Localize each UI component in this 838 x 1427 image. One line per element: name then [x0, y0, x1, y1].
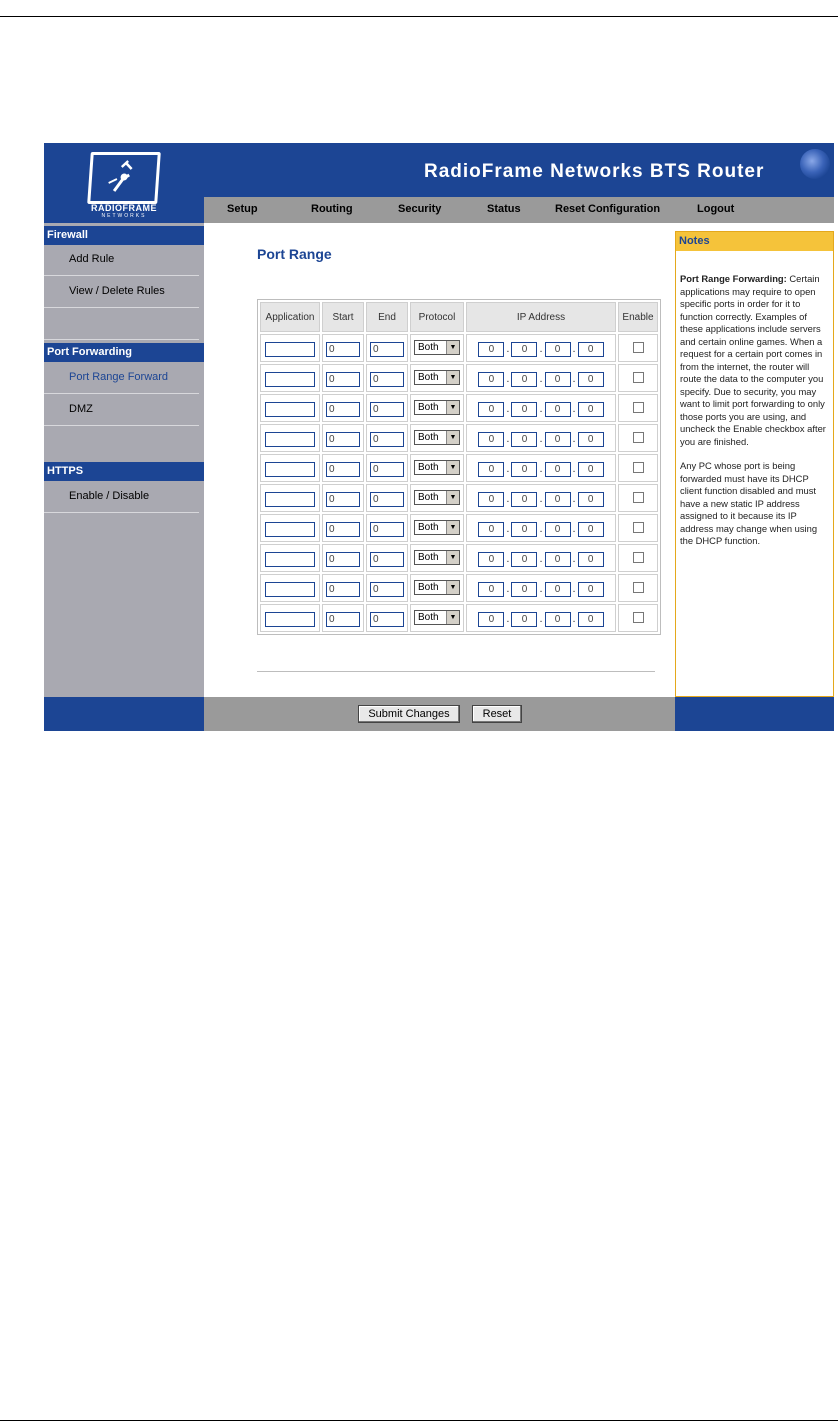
chevron-down-icon: ▼: [446, 371, 459, 384]
column-header-enable: Enable: [618, 302, 658, 332]
chevron-down-icon: ▼: [446, 341, 459, 354]
nav-security[interactable]: Security: [398, 203, 442, 215]
cell-application: [260, 424, 320, 452]
cell-protocol: [410, 574, 464, 602]
ip-octet-3-input[interactable]: [545, 402, 571, 417]
cell-start: [322, 604, 364, 632]
ip-octet-2-input[interactable]: [511, 462, 537, 477]
sidebar-spacer: [44, 309, 199, 340]
cell-ip-address: [466, 454, 616, 482]
ip-octet-3-input[interactable]: [545, 552, 571, 567]
ip-octet-2-input[interactable]: [511, 372, 537, 387]
ip-separator: .: [539, 613, 543, 625]
ip-octet-1-input[interactable]: [478, 492, 504, 507]
cell-end: [366, 544, 408, 572]
cell-start: [322, 364, 364, 392]
cell-ip-address: [466, 484, 616, 512]
ip-octet-3-input[interactable]: [545, 462, 571, 477]
ip-separator: .: [506, 613, 510, 625]
header-banner: [204, 143, 834, 197]
cell-start: [322, 514, 364, 542]
protocol-select[interactable]: [414, 520, 460, 535]
column-header-start: Start: [322, 302, 364, 332]
ip-octet-2-input[interactable]: [511, 522, 537, 537]
footer-left: [44, 697, 204, 731]
cell-application: [260, 574, 320, 602]
column-header-protocol: Protocol: [410, 302, 464, 332]
cell-end: [366, 364, 408, 392]
ip-octet-1-input[interactable]: [478, 552, 504, 567]
ip-octet-2-input[interactable]: [511, 492, 537, 507]
protocol-select[interactable]: [414, 340, 460, 355]
start-port-input[interactable]: [326, 342, 360, 357]
start-port-input[interactable]: [326, 372, 360, 387]
cell-ip-address: [466, 334, 616, 362]
ip-separator: .: [506, 373, 510, 385]
start-port-input[interactable]: [326, 462, 360, 477]
cell-start: [322, 394, 364, 422]
cell-end: [366, 454, 408, 482]
enable-checkbox[interactable]: [633, 402, 644, 413]
globe-icon: [800, 149, 830, 179]
ip-separator: .: [506, 583, 510, 595]
application-input[interactable]: [265, 552, 315, 567]
cell-ip-address: [466, 544, 616, 572]
application-input[interactable]: [265, 432, 315, 447]
end-port-input[interactable]: [370, 492, 404, 507]
ip-octet-2-input[interactable]: [511, 612, 537, 627]
cell-start: [322, 574, 364, 602]
footer-right: [675, 697, 834, 731]
enable-checkbox[interactable]: [633, 462, 644, 473]
sidebar-item-view-delete-rules[interactable]: [44, 277, 199, 308]
nav-routing[interactable]: Routing: [311, 203, 353, 215]
start-port-input[interactable]: [326, 612, 360, 627]
ip-octet-3-input[interactable]: [545, 342, 571, 357]
ip-octet-1-input[interactable]: [478, 612, 504, 627]
protocol-select[interactable]: [414, 400, 460, 415]
content-divider: [257, 671, 655, 672]
cell-enable: [618, 334, 658, 362]
ip-octet-4-input[interactable]: [578, 402, 604, 417]
notes-body: [680, 273, 832, 560]
ip-octet-4-input[interactable]: [578, 372, 604, 387]
table-row: [260, 544, 658, 572]
ip-separator: .: [572, 433, 576, 445]
chevron-down-icon: ▼: [446, 581, 459, 594]
ip-separator: .: [539, 373, 543, 385]
end-port-input[interactable]: [370, 402, 404, 417]
protocol-value: Both: [418, 552, 439, 564]
sidebar-section-title: Firewall: [47, 229, 88, 241]
ip-separator: .: [539, 463, 543, 475]
ip-separator: .: [506, 553, 510, 565]
cell-application: [260, 334, 320, 362]
start-port-input[interactable]: [326, 582, 360, 597]
table-row: [260, 394, 658, 422]
cell-enable: [618, 514, 658, 542]
cell-end: [366, 334, 408, 362]
cell-end: [366, 604, 408, 632]
ip-octet-2-input[interactable]: [511, 402, 537, 417]
ip-octet-4-input[interactable]: [578, 492, 604, 507]
radioframe-logo-icon: [87, 152, 161, 204]
start-port-input[interactable]: [326, 492, 360, 507]
ip-octet-4-input[interactable]: [578, 342, 604, 357]
sidebar-item-label: View / Delete Rules: [69, 285, 165, 297]
cell-enable: [618, 484, 658, 512]
ip-octet-4-input[interactable]: [578, 582, 604, 597]
enable-checkbox[interactable]: [633, 582, 644, 593]
cell-enable: [618, 394, 658, 422]
ip-separator: .: [506, 433, 510, 445]
ip-octet-4-input[interactable]: [578, 462, 604, 477]
nav-setup[interactable]: Setup: [227, 203, 258, 215]
cell-protocol: [410, 364, 464, 392]
cell-end: [366, 484, 408, 512]
application-input[interactable]: [265, 462, 315, 477]
cell-protocol: [410, 454, 464, 482]
cell-ip-address: [466, 574, 616, 602]
cell-end: [366, 574, 408, 602]
ip-octet-4-input[interactable]: [578, 552, 604, 567]
table-row: [260, 484, 658, 512]
start-port-input[interactable]: [326, 432, 360, 447]
sidebar-item-dmz[interactable]: [44, 395, 199, 426]
ip-separator: .: [506, 343, 510, 355]
ip-separator: .: [539, 493, 543, 505]
chevron-down-icon: ▼: [446, 521, 459, 534]
application-input[interactable]: [265, 342, 315, 357]
ip-separator: .: [539, 433, 543, 445]
chevron-down-icon: ▼: [446, 461, 459, 474]
enable-checkbox[interactable]: [633, 432, 644, 443]
ip-separator: .: [539, 523, 543, 535]
notes-term: Port Range Forwarding:: [680, 273, 787, 284]
ip-separator: .: [572, 373, 576, 385]
sidebar: [44, 223, 204, 697]
ip-octet-1-input[interactable]: [478, 462, 504, 477]
notes-title: Notes: [679, 235, 710, 247]
cell-enable: [618, 604, 658, 632]
end-port-input[interactable]: [370, 372, 404, 387]
enable-checkbox[interactable]: [633, 372, 644, 383]
page-title: Port Range: [257, 246, 332, 262]
sidebar-section-title: Port Forwarding: [47, 346, 132, 358]
cell-protocol: [410, 334, 464, 362]
enable-checkbox[interactable]: [633, 492, 644, 503]
ip-octet-1-input[interactable]: [478, 372, 504, 387]
cell-application: [260, 484, 320, 512]
cell-ip-address: [466, 604, 616, 632]
protocol-value: Both: [418, 402, 439, 414]
chevron-down-icon: ▼: [446, 611, 459, 624]
end-port-input[interactable]: [370, 432, 404, 447]
column-header-ip-address: IP Address: [466, 302, 616, 332]
start-port-input[interactable]: [326, 522, 360, 537]
notes-text: Certain applications may require to open specific ports in order for it to function correctly. Examples of these applications include servers and certain online games. When a request for a certain port comes in from the internet, the router will route the data to the computer you specify. Due to security, you may want to limit port forwarding to only those ports you are using, and uncheck the Enable checkbox after you are finished.: [680, 273, 826, 447]
cell-enable: [618, 544, 658, 572]
table-row: [260, 364, 658, 392]
submit-changes-button[interactable]: Submit Changes: [358, 705, 460, 723]
notes-paragraph-2: Any PC whose port is being forwarded must have its DHCP client function disabled and must have a new static IP address assigned to it because its IP address may change when using the DHCP function.: [680, 460, 818, 546]
cell-start: [322, 544, 364, 572]
sidebar-section-firewall: [44, 226, 204, 245]
ip-octet-3-input[interactable]: [545, 582, 571, 597]
cell-start: [322, 424, 364, 452]
end-port-input[interactable]: [370, 582, 404, 597]
top-nav: [204, 197, 834, 223]
cell-protocol: [410, 604, 464, 632]
ip-separator: .: [506, 463, 510, 475]
ip-separator: .: [572, 343, 576, 355]
column-header-end: End: [366, 302, 408, 332]
ip-separator: .: [539, 553, 543, 565]
sidebar-item-label: Port Range Forward: [69, 371, 169, 383]
port-range-table: [257, 299, 661, 635]
cell-ip-address: [466, 514, 616, 542]
sidebar-item-label: DMZ: [69, 403, 93, 415]
protocol-value: Both: [418, 342, 439, 354]
table-row: [260, 454, 658, 482]
protocol-select[interactable]: [414, 580, 460, 595]
table-row: [260, 604, 658, 632]
notes-panel: [675, 231, 834, 697]
ip-octet-3-input[interactable]: [545, 372, 571, 387]
start-port-input[interactable]: [326, 402, 360, 417]
app-title: RadioFrame Networks BTS Router: [424, 161, 765, 182]
end-port-input[interactable]: [370, 522, 404, 537]
cell-enable: [618, 454, 658, 482]
end-port-input[interactable]: [370, 612, 404, 627]
ip-octet-3-input[interactable]: [545, 612, 571, 627]
cell-ip-address: [466, 364, 616, 392]
logo-text: RADIOFRAME: [91, 203, 157, 213]
protocol-value: Both: [418, 432, 439, 444]
chevron-down-icon: ▼: [446, 401, 459, 414]
ip-separator: .: [572, 523, 576, 535]
enable-checkbox[interactable]: [633, 342, 644, 353]
ip-octet-1-input[interactable]: [478, 432, 504, 447]
cell-start: [322, 454, 364, 482]
cell-application: [260, 394, 320, 422]
sidebar-section-https: [44, 462, 204, 481]
cell-enable: [618, 424, 658, 452]
column-header-application: Application: [260, 302, 320, 332]
nav-status[interactable]: Status: [487, 203, 521, 215]
ip-octet-3-input[interactable]: [545, 492, 571, 507]
cell-protocol: [410, 424, 464, 452]
end-port-input[interactable]: [370, 552, 404, 567]
protocol-value: Both: [418, 612, 439, 624]
ip-octet-1-input[interactable]: [478, 342, 504, 357]
table-row: [260, 334, 658, 362]
ip-octet-2-input[interactable]: [511, 552, 537, 567]
application-input[interactable]: [265, 612, 315, 627]
chevron-down-icon: ▼: [446, 431, 459, 444]
ip-octet-1-input[interactable]: [478, 402, 504, 417]
notes-header: [676, 232, 833, 251]
cell-application: [260, 604, 320, 632]
ip-separator: .: [539, 403, 543, 415]
cell-application: [260, 454, 320, 482]
cell-start: [322, 484, 364, 512]
ip-octet-3-input[interactable]: [545, 432, 571, 447]
protocol-value: Both: [418, 522, 439, 534]
ip-octet-4-input[interactable]: [578, 432, 604, 447]
ip-separator: .: [506, 523, 510, 535]
nav-logout[interactable]: Logout: [697, 203, 735, 215]
main-content: [204, 223, 675, 697]
ip-separator: .: [506, 403, 510, 415]
table-row: [260, 424, 658, 452]
ip-octet-2-input[interactable]: [511, 582, 537, 597]
cell-ip-address: [466, 424, 616, 452]
sidebar-item-add-rule[interactable]: [44, 245, 199, 276]
cell-start: [322, 334, 364, 362]
end-port-input[interactable]: [370, 342, 404, 357]
nav-reset-configuration[interactable]: Reset Configuration: [555, 203, 661, 215]
protocol-value: Both: [418, 582, 439, 594]
protocol-select[interactable]: [414, 430, 460, 445]
application-input[interactable]: [265, 402, 315, 417]
ip-separator: .: [572, 493, 576, 505]
cell-enable: [618, 364, 658, 392]
protocol-select[interactable]: [414, 550, 460, 565]
ip-separator: .: [572, 463, 576, 475]
protocol-select[interactable]: [414, 610, 460, 625]
cell-protocol: [410, 544, 464, 572]
ip-octet-1-input[interactable]: [478, 522, 504, 537]
cell-protocol: [410, 514, 464, 542]
cell-enable: [618, 574, 658, 602]
logo-subtext: NETWORKS: [101, 213, 147, 219]
ip-octet-1-input[interactable]: [478, 582, 504, 597]
sidebar-item-label: Enable / Disable: [69, 490, 150, 502]
cell-protocol: [410, 394, 464, 422]
cell-application: [260, 514, 320, 542]
cell-application: [260, 544, 320, 572]
protocol-value: Both: [418, 462, 439, 474]
sidebar-item-label: Add Rule: [69, 253, 115, 265]
start-port-input[interactable]: [326, 552, 360, 567]
application-input[interactable]: [265, 492, 315, 507]
ip-octet-2-input[interactable]: [511, 342, 537, 357]
ip-separator: .: [572, 583, 576, 595]
protocol-select[interactable]: [414, 460, 460, 475]
ip-separator: .: [572, 613, 576, 625]
chevron-down-icon: ▼: [446, 491, 459, 504]
notes-paragraph-1: [680, 273, 832, 448]
ip-octet-4-input[interactable]: [578, 522, 604, 537]
router-app-window: [44, 143, 834, 731]
cell-end: [366, 514, 408, 542]
ip-separator: .: [506, 493, 510, 505]
ip-octet-2-input[interactable]: [511, 432, 537, 447]
enable-checkbox[interactable]: [633, 522, 644, 533]
enable-checkbox[interactable]: [633, 612, 644, 623]
reset-button[interactable]: Reset: [472, 705, 522, 723]
application-input[interactable]: [265, 582, 315, 597]
cell-protocol: [410, 484, 464, 512]
application-input[interactable]: [265, 522, 315, 537]
ip-separator: .: [572, 403, 576, 415]
ip-separator: .: [539, 343, 543, 355]
page-top-rule: [0, 16, 838, 17]
sidebar-item-enable-disable[interactable]: [44, 482, 199, 513]
ip-octet-4-input[interactable]: [578, 612, 604, 627]
sidebar-section-title: HTTPS: [47, 465, 84, 477]
footer-bar: [204, 697, 675, 731]
ip-separator: .: [539, 583, 543, 595]
table-row: [260, 574, 658, 602]
protocol-value: Both: [418, 492, 439, 504]
ip-separator: .: [572, 553, 576, 565]
application-input[interactable]: [265, 372, 315, 387]
end-port-input[interactable]: [370, 462, 404, 477]
sidebar-item-port-range-forward[interactable]: [44, 363, 199, 394]
protocol-select[interactable]: [414, 490, 460, 505]
protocol-value: Both: [418, 372, 439, 384]
sidebar-section-port-forwarding: [44, 343, 204, 362]
chevron-down-icon: ▼: [446, 551, 459, 564]
page-bottom-rule: [0, 1420, 838, 1421]
protocol-select[interactable]: [414, 370, 460, 385]
logo-panel: [44, 143, 204, 223]
cell-end: [366, 394, 408, 422]
cell-end: [366, 424, 408, 452]
table-row: [260, 514, 658, 542]
cell-ip-address: [466, 394, 616, 422]
cell-application: [260, 364, 320, 392]
enable-checkbox[interactable]: [633, 552, 644, 563]
ip-octet-3-input[interactable]: [545, 522, 571, 537]
